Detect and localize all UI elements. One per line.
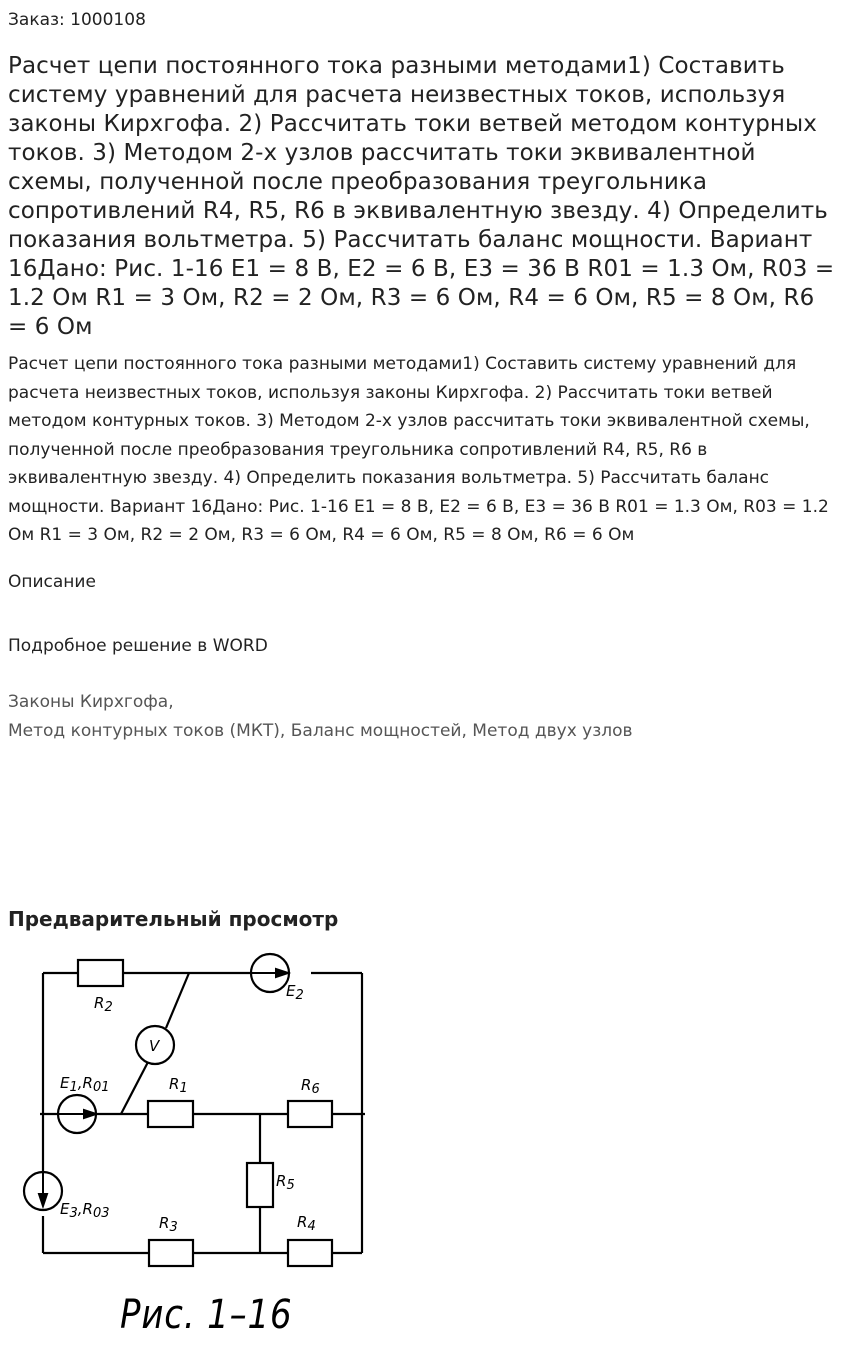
circuit-diagram <box>20 950 380 1290</box>
label-e1-r01: E1,R01 <box>60 1074 110 1095</box>
resistor-r2 <box>78 960 123 986</box>
label-r4: R4 <box>297 1213 316 1234</box>
resistor-r3 <box>149 1240 193 1266</box>
resistor-r6 <box>288 1101 332 1127</box>
resistor-r5 <box>247 1163 273 1207</box>
label-e3-r03: E3,R03 <box>60 1200 110 1221</box>
description-text: Расчет цепи постоянного тока разными методами1) Составить систему уравнений для расчета неизвестных токов, используя законы Кирхгофа. 2) Рассчитать токи ветвей методом контурных токов. 3) Методом 2-х узлов рассчитать токи эквивалентной схемы, полученной после преобразования треугольника сопротивлений R4, R5, R6 в эквивалентную звезду. 4) Определить показания вольтметра. 5) Рассчитать баланс мощности. Вариант 16Дано: Рис. 1-16 E1 = 8 В, E2 = 6 В, E3 = 36 В R01 = 1.3 Ом, R03 = 1.2 Ом R1 = 3 Ом, R2 = 2 Ом, R3 = 6 Ом, R4 = 6 Ом, R5 = 8 Ом, R6 = 6 Ом <box>8 354 829 545</box>
label-r3: R3 <box>159 1214 178 1235</box>
circuit-figure <box>20 950 380 1345</box>
tag-link-kirchhoff[interactable]: Законы Кирхгофа <box>8 691 169 712</box>
section-label-description: Описание <box>8 571 96 592</box>
tag-link-mesh-current[interactable]: Метод контурных токов (МКТ) <box>8 720 280 741</box>
label-e2: E2 <box>286 982 304 1003</box>
label-voltmeter: V <box>149 1037 160 1055</box>
tag-separator: , <box>279 720 286 741</box>
page-content <box>8 8 839 746</box>
label-r6: R6 <box>301 1076 320 1097</box>
figure-caption: Рис. 1–16 <box>120 1292 293 1338</box>
tag-list <box>8 688 839 746</box>
tag-link-two-node-method[interactable]: Метод двух узлов <box>472 720 633 741</box>
resistor-r1 <box>148 1101 193 1127</box>
label-r2: R2 <box>94 994 113 1015</box>
solution-text: Подробное решение в WORD <box>8 635 268 656</box>
label-r1: R1 <box>169 1075 188 1096</box>
tag-separator: , <box>168 691 174 712</box>
tag-link-power-balance[interactable]: Баланс мощностей <box>290 720 462 741</box>
order-number: Заказ: 1000108 <box>8 10 146 30</box>
resistor-r4 <box>288 1240 332 1266</box>
tag-separator: , <box>461 720 467 741</box>
preview-heading: Предварительный просмотр <box>8 907 339 931</box>
label-r5: R5 <box>276 1172 295 1193</box>
page-title: Расчет цепи постоянного тока разными методами1) Составить систему уравнений для расчета неизвестных токов, используя законы Кирхгофа. 2) Рассчитать токи ветвей методом контурных токов. 3) Методом 2-х узлов рассчитать токи эквивалентной схемы, полученной после преобразования треугольника сопротивлений R4, R5, R6 в эквивалентную звезду. 4) Определить показания вольтметра. 5) Рассчитать баланс мощности. Вариант 16Дано: Рис. 1-16 E1 = 8 В, E2 = 6 В, E3 = 36 В R01 = 1.3 Ом, R03 = 1.2 Ом R1 = 3 Ом, R2 = 2 Ом, R3 = 6 Ом, R4 = 6 Ом, R5 = 8 Ом, R6 = 6 Ом <box>8 53 835 340</box>
